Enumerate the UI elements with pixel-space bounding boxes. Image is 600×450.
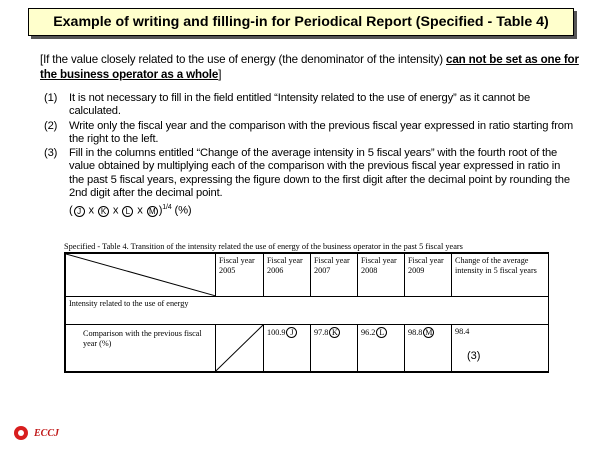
comparison-label-cell: Comparison with the previous fiscal year (%) xyxy=(66,325,216,372)
header-cell: Fiscal year 2005 xyxy=(216,254,264,297)
instruction-item xyxy=(44,120,574,147)
slide-title xyxy=(28,8,574,36)
comparison-value-cell: 97.8 K xyxy=(311,325,358,372)
circled-letter-j: J xyxy=(286,327,297,338)
logo-text: ECCJ xyxy=(34,427,60,439)
slide-title-text: Example of writing and filling-in for Periodical Report (Specified - Table 4) xyxy=(53,14,549,30)
table-header-row xyxy=(66,254,549,297)
eccj-logo xyxy=(14,426,59,440)
intensity-table xyxy=(64,252,549,373)
table-caption: Specified - Table 4. Transition of the intensity related the use of energy of the business operator in the past 5 fiscal years xyxy=(64,242,463,251)
instruction-text: Fill in the columns entitled “Change of the average intensity in 5 fiscal years” with the fourth root of the value obtained by multiplying each of the comparison with the previous fiscal year expressed in ratio in the past 5 fiscal years, expressing the figure down to the first digit after the decimal point by rounding the 2nd digit after the decimal point. xyxy=(69,147,570,200)
intro-statement xyxy=(40,52,580,82)
header-cell: Fiscal year 2009 xyxy=(405,254,452,297)
header-cell: Change of the average intensity in 5 fiscal years xyxy=(452,254,549,297)
comparison-value-cell: 96.2 L xyxy=(358,325,405,372)
circled-letter-j: J xyxy=(74,206,85,217)
instruction-item xyxy=(44,147,574,200)
header-cell: Fiscal year 2008 xyxy=(358,254,405,297)
table-row xyxy=(66,325,549,372)
instruction-item xyxy=(44,92,574,119)
comparison-value-cell: 98.8 M xyxy=(405,325,452,372)
header-cell: Fiscal year 2006 xyxy=(264,254,311,297)
comparison-value-cell: 100.9 J xyxy=(264,325,311,372)
header-corner-cell xyxy=(66,254,216,297)
eccj-logo-icon xyxy=(14,426,28,440)
average-formula: ( J x K x L x M )$^{1/4}$ (%) xyxy=(69,204,192,218)
note-reference: (3) xyxy=(467,350,481,363)
formula-exponent: 1/4 xyxy=(162,204,172,212)
circled-letter-m: M xyxy=(147,206,158,217)
intensity-row-label: Intensity related to the use of energy xyxy=(66,296,549,324)
average-change-cell: 98.4 (3) xyxy=(452,325,549,372)
table-row xyxy=(66,296,549,324)
instruction-list xyxy=(44,92,574,218)
circled-letter-l: L xyxy=(122,206,133,217)
instruction-text: Write only the fiscal year and the comparison with the previous fiscal year expressed in ratio starting from the right to the left. xyxy=(69,119,574,145)
empty-diagonal-cell xyxy=(216,325,264,372)
instruction-text: It is not necessary to fill in the field entitled “Intensity related to the use of energy” as it cannot be calculated. xyxy=(69,92,531,118)
intro-suffix: ] xyxy=(218,68,222,81)
instruction-number: (1) xyxy=(44,92,58,104)
circled-letter-k: K xyxy=(98,206,109,217)
instruction-number: (2) xyxy=(44,119,58,132)
intro-prefix: [If the value closely related to the use of energy (the denominator of the intensity) xyxy=(40,53,447,66)
circled-letter-k: K xyxy=(329,327,340,338)
circled-letter-l: L xyxy=(376,327,387,338)
header-cell: Fiscal year 2007 xyxy=(311,254,358,297)
instruction-number: (3) xyxy=(44,147,58,160)
circled-letter-m: M xyxy=(425,328,433,338)
intro-emphasis: can not be set as one for the business operator as a whole xyxy=(40,53,579,81)
